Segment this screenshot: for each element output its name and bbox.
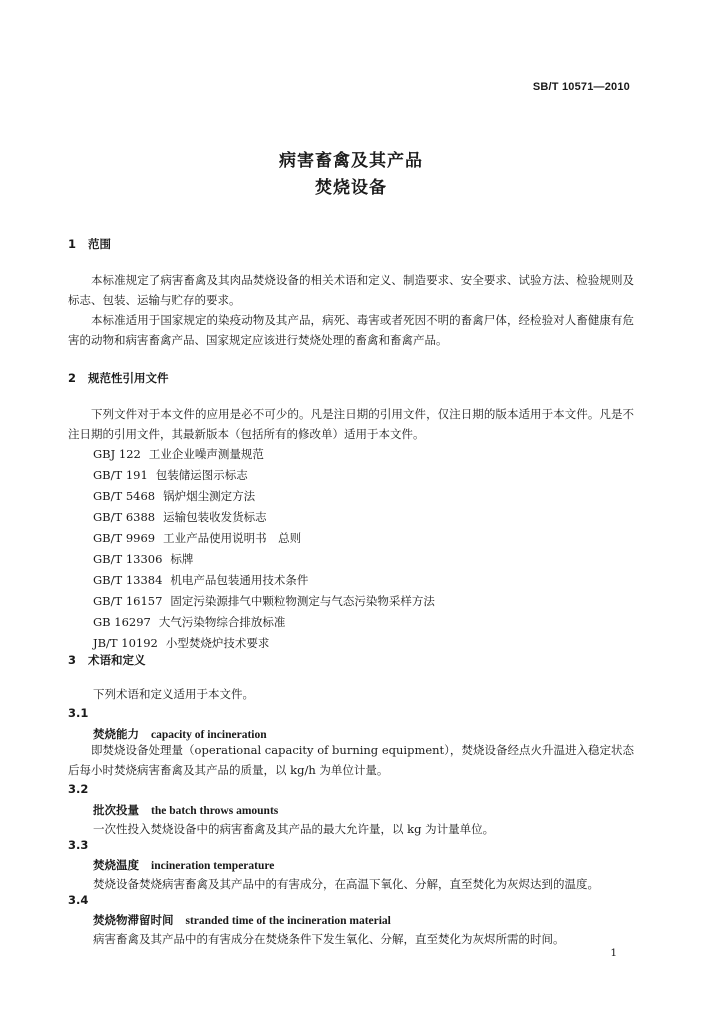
term-number: 3.1 — [68, 706, 89, 720]
term-heading — [93, 802, 278, 818]
term-number: 3.3 — [68, 838, 89, 852]
section-1-paragraph-1: 本标准规定了病害畜禽及其肉品焚烧设备的相关术语和定义、制造要求、安全要求、试验方法、检验规则及标志、包装、运输与贮存的要求。 — [68, 273, 634, 307]
section-title: 规范性引用文件 — [88, 371, 169, 385]
term-number: 3.2 — [68, 782, 89, 796]
reference-code: GB/T 6388 — [93, 510, 156, 524]
section-3-heading — [68, 652, 146, 668]
term-en: capacity of incineration — [151, 729, 267, 741]
reference-title: 运输包装收发货标志 — [163, 510, 267, 524]
reference-item — [93, 446, 264, 462]
section-number: 1 — [68, 237, 77, 251]
reference-code: GB/T 13306 — [93, 552, 163, 566]
section-number: 2 — [68, 371, 77, 385]
reference-code: GB/T 191 — [93, 468, 148, 482]
document-title-line2: 焚烧设备 — [315, 178, 387, 198]
reference-code: GBJ 122 — [93, 447, 141, 461]
term-en: incineration temperature — [151, 860, 275, 872]
term-definition: 一次性投入焚烧设备中的病害畜禽及其产品的最大允许量，以 kg 为计量单位。 — [93, 822, 495, 836]
document-title-line1: 病害畜禽及其产品 — [279, 151, 423, 171]
reference-title: 工业产品使用说明书 总则 — [163, 531, 302, 545]
reference-title: 小型焚烧炉技术要求 — [165, 636, 270, 650]
term-definition: 焚烧设备焚烧病害畜禽及其产品中的有害成分，在高温下氧化、分解，直至焚化为灰烬达到的温度。 — [93, 877, 599, 891]
term-cn: 焚烧能力 — [93, 727, 139, 741]
section-number: 3 — [68, 653, 77, 667]
reference-item — [93, 530, 301, 546]
term-definition: 病害畜禽及其产品中的有害成分在焚烧条件下发生氧化、分解，直至焚化为灰烬所需的时间。 — [93, 932, 565, 946]
reference-item — [93, 635, 269, 651]
term-definition: 即焚烧设备处理量（operational capacity of burning equipment），焚烧设备经点火升温进入稳定状态后每小时焚烧病害畜禽及其产品的质量，以 kg/h 为单位计量。 — [68, 743, 634, 777]
reference-title: 锅炉烟尘测定方法 — [163, 489, 256, 503]
term-number: 3.4 — [68, 893, 89, 907]
standard-code: SB/T 10571—2010 — [532, 81, 630, 93]
reference-code: GB/T 13384 — [93, 573, 163, 587]
section-1-paragraph-2: 本标准适用于国家规定的染疫动物及其产品，病死、毒害或者死因不明的畜禽尸体，经检验对人畜健康有危害的动物和病害畜禽产品、国家规定应该进行焚烧处理的畜禽和畜禽产品。 — [68, 313, 634, 347]
term-cn: 批次投量 — [93, 803, 139, 817]
section-3-intro: 下列术语和定义适用于本文件。 — [93, 687, 254, 701]
reference-item — [93, 509, 267, 525]
term-cn: 焚烧温度 — [93, 858, 139, 872]
term-cn: 焚烧物滞留时间 — [93, 913, 174, 927]
reference-item — [93, 593, 435, 609]
section-2-heading — [68, 370, 169, 386]
section-title: 范围 — [88, 237, 111, 251]
reference-item — [93, 488, 255, 504]
reference-title: 工业企业噪声测量规范 — [148, 447, 264, 461]
reference-code: GB 16297 — [93, 615, 151, 629]
reference-title: 大气污染物综合排放标准 — [158, 615, 286, 629]
reference-title: 包装储运图示标志 — [155, 468, 248, 482]
reference-code: JB/T 10192 — [93, 636, 158, 650]
reference-title: 机电产品包装通用技术条件 — [170, 573, 309, 587]
reference-code: GB/T 5468 — [93, 489, 156, 503]
term-heading — [93, 912, 391, 928]
reference-code: GB/T 9969 — [93, 531, 156, 545]
term-en: stranded time of the incineration material — [185, 915, 391, 927]
reference-item — [93, 614, 285, 630]
reference-item — [93, 467, 248, 483]
reference-title: 标牌 — [170, 552, 194, 566]
page-number: 1 — [610, 947, 617, 959]
section-1-heading — [68, 236, 111, 252]
section-2-intro: 下列文件对于本文件的应用是必不可少的。凡是注日期的引用文件，仅注日期的版本适用于本文件。凡是不注日期的引用文件，其最新版本（包括所有的修改单）适用于本文件。 — [68, 407, 634, 441]
term-heading — [93, 857, 274, 873]
reference-item — [93, 551, 193, 567]
section-title: 术语和定义 — [88, 653, 146, 667]
reference-item — [93, 572, 308, 588]
term-en: the batch throws amounts — [151, 805, 279, 817]
reference-code: GB/T 16157 — [93, 594, 163, 608]
reference-title: 固定污染源排气中颗粒物测定与气态污染物采样方法 — [170, 594, 435, 608]
